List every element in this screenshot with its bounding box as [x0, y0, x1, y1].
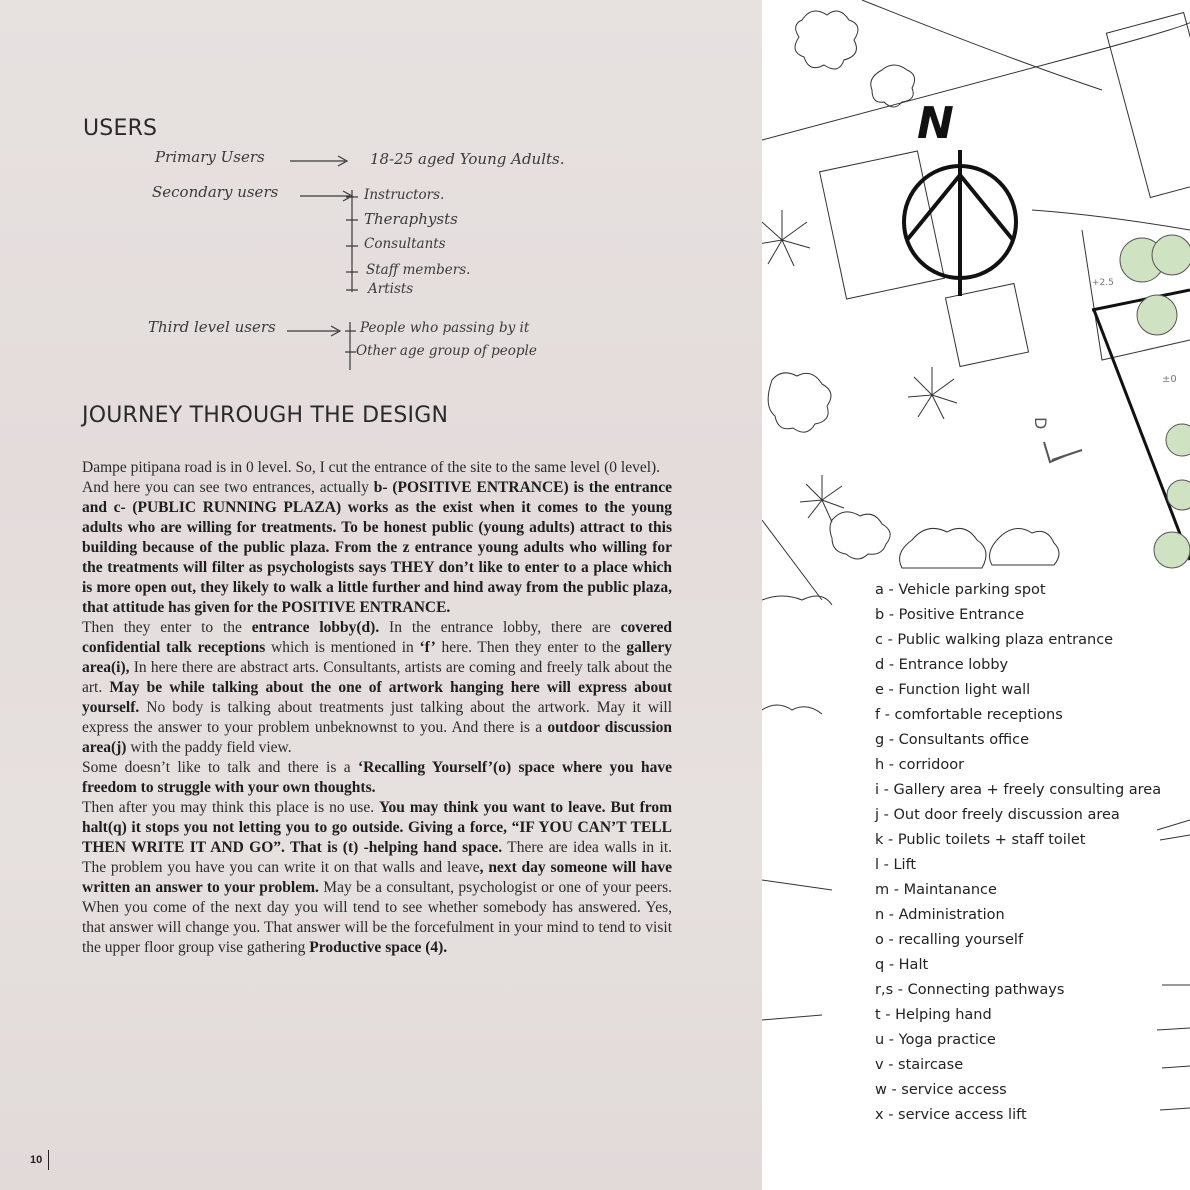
- legend-item: q - Halt: [875, 957, 929, 973]
- block-outline-1: [820, 151, 945, 299]
- secondary-user-item: Consultants: [364, 236, 446, 252]
- road-curve-2: [862, 0, 1102, 90]
- paragraph: Dampe pitipana road is in 0 level. So, I cut the entrance of the site to the same level (0 level).: [82, 459, 661, 476]
- secondary-user-item: Theraphysts: [364, 210, 458, 228]
- legend-item: b - Positive Entrance: [875, 607, 1025, 623]
- legend-item: g - Consultants office: [875, 732, 1030, 748]
- legend-item: m - Maintanance: [875, 882, 997, 898]
- secondary-user-item: Instructors.: [364, 187, 445, 203]
- third-users-label: Third level users: [148, 318, 276, 336]
- legend-item: h - corridoor: [875, 757, 965, 773]
- level-label-a: +2.5: [1092, 278, 1114, 288]
- arrow-primary: [290, 156, 347, 166]
- legend-item: a - Vehicle parking spot: [875, 582, 1046, 598]
- legend-item: d - Entrance lobby: [875, 657, 1009, 673]
- block-outline-2: [945, 283, 1028, 366]
- legend-item: o - recalling yourself: [875, 932, 1024, 948]
- legend-item: w - service access: [875, 1082, 1007, 1098]
- legend-item: n - Administration: [875, 907, 1005, 923]
- third-user-item: Other age group of people: [356, 343, 537, 359]
- north-label: N: [917, 98, 954, 149]
- secondary-user-item: Staff members.: [366, 262, 471, 278]
- secondary-user-item: Artists: [368, 281, 414, 297]
- legend-item: f - comfortable receptions: [875, 707, 1063, 723]
- tree-canopy: [795, 11, 858, 69]
- arrow-secondary: [300, 191, 352, 201]
- primary-users-label: Primary Users: [155, 148, 265, 166]
- journey-heading: JOURNEY THROUGH THE DESIGN: [82, 403, 449, 428]
- journey-text: [82, 458, 672, 958]
- legend-item: e - Function light wall: [875, 682, 1031, 698]
- paragraph: Then after you may think this place is no use. You may think you want to leave. But from halt(q) it stops you not letting you to go outside. Giving a force, “IF YOU CAN’T TELL THEN WRITE IT AND GO”. That is (t) -helping hand space. There are idea walls in it. The problem you have you can write it on that walls and leave, next day someone will have written an answer to your problem. May be a consultant, psychologist or one of your peers. When you come of the next day you will tend to see whether somebody has answered. Yes, that answer will change you. That answer will be the forcefulment in your mind to tend to visit the upper floor group vise gathering Productive space (4).: [82, 799, 672, 956]
- primary-users-value: 18-25 aged Young Adults.: [370, 150, 565, 168]
- page-number: 10: [30, 1150, 49, 1170]
- road-curve-1: [762, 20, 1190, 140]
- arrow-third: [287, 326, 340, 336]
- legend-item: j - Out door freely discussion area: [875, 807, 1120, 823]
- legend-item: t - Helping hand: [875, 1007, 992, 1023]
- third-user-item: People who passing by it: [360, 320, 530, 336]
- users-heading: USERS: [83, 116, 158, 141]
- paragraph: Then they enter to the entrance lobby(d). In the entrance lobby, there are covered confidential talk receptions which is mentioned in ‘f’ here. Then they enter to the gallery area(i), In here there are abstract arts. Consultants, artists are coming and freely talk about the art. May be while talking about the one of artwork hanging here will express about yourself. No body is talking about treatments just talking about the artwork. May it will express the answer to your problem unbeknownst to you. And there is a outdoor discussion area(j) with the paddy field view.: [82, 619, 672, 756]
- legend-item: c - Public walking plaza entrance: [875, 632, 1114, 648]
- legend-item: i - Gallery area + freely consulting area: [875, 782, 1162, 798]
- marker-label: D: [1031, 417, 1050, 430]
- legend-item: x - service access lift: [875, 1107, 1027, 1123]
- legend-item: v - staircase: [875, 1057, 964, 1073]
- block-outline-3: [1106, 13, 1190, 198]
- north-arrow-symbol: [904, 150, 1016, 296]
- level-label-b: ±0: [1162, 374, 1177, 385]
- legend-item: r,s - Connecting pathways: [875, 982, 1065, 998]
- plan-legend: [875, 578, 1161, 1128]
- paragraph: Some doesn’t like to talk and there is a ‘Recalling Yourself’(o) space where you have freedom to struggle with your own thoughts.: [82, 759, 672, 796]
- legend-item: l - Lift: [875, 857, 917, 873]
- palm-symbol: [762, 210, 810, 266]
- legend-item: u - Yoga practice: [875, 1032, 996, 1048]
- paragraph: And here you can see two entrances, actually b- (POSITIVE ENTRANCE) is the entrance and c- (PUBLIC RUNNING PLAZA) works as the exist when it comes to the young adults who are willing for treatments. To be honest public (young adults) attract to this building because of the public plaza. From the z entrance young adults who willing for the treatments will filter as psychologists says THEY don’t like to enter to a place which is more open out, they likely to walk a little further and hind away from the public plaza, that attitude has given for the POSITIVE ENTRANCE.: [82, 479, 672, 616]
- secondary-users-label: Secondary users: [152, 183, 279, 201]
- legend-item: k - Public toilets + staff toilet: [875, 832, 1086, 848]
